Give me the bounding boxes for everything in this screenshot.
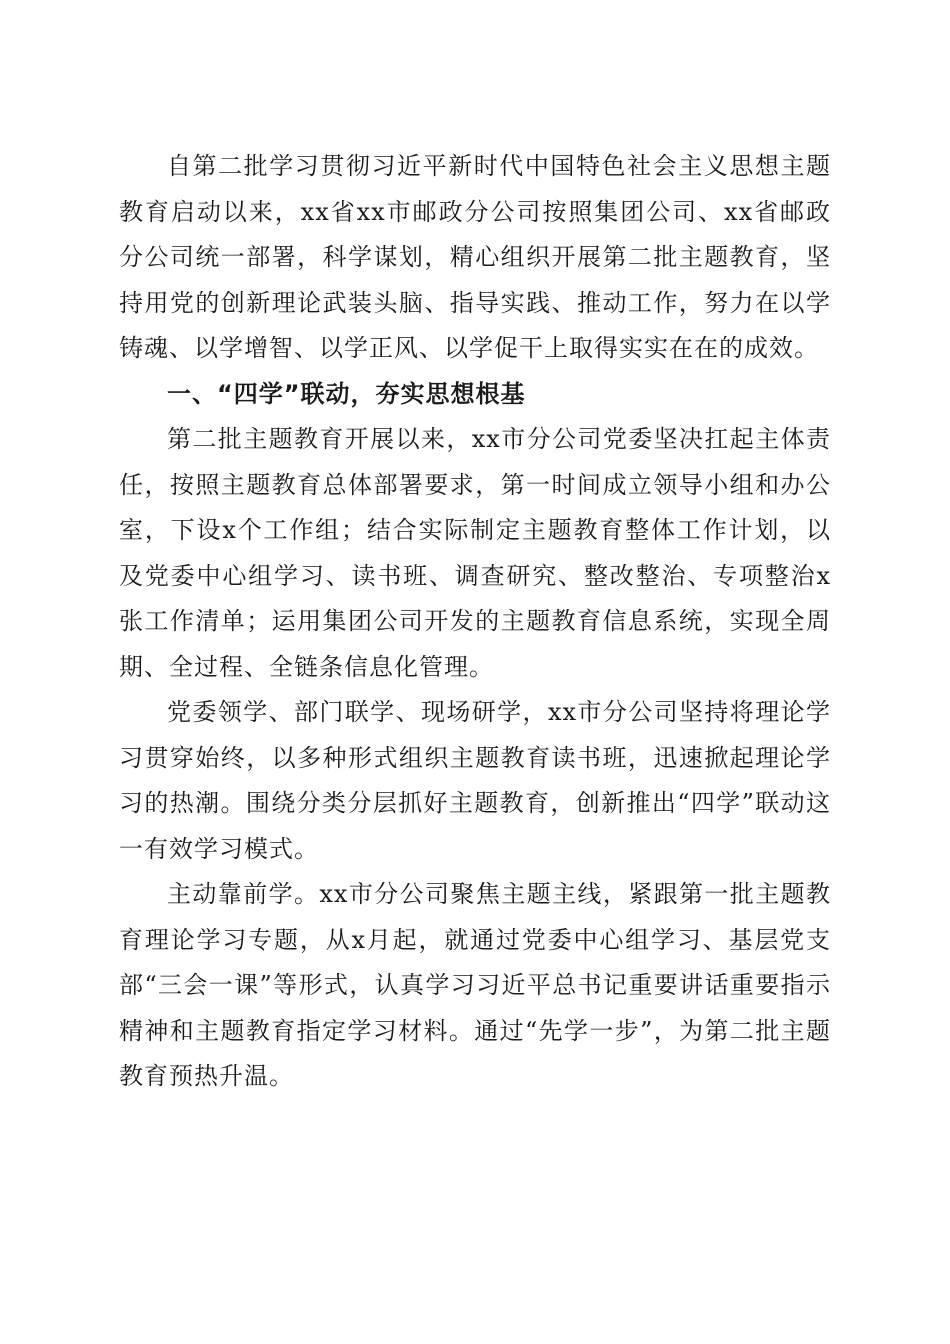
- intro-paragraph: 自第二批学习贯彻习近平新时代中国特色社会主义思想主题教育启动以来，xx省xx市邮政分公司按照集团公司、xx省邮政分公司统一部署，科学谋划，精心组织开展第二批主题教育，坚持用党的创新理论武装头脑、指导实践、推动工作，努力在以学铸魂、以学增智、以学正风、以学促干上取得实实在在的成效。: [119, 152, 831, 362]
- section-heading-1: 一、“四学”联动，夯实思想根基: [167, 379, 526, 408]
- body-paragraph-2: 党委领学、部门联学、现场研学，xx市分公司坚持将理论学习贯穿始终，以多种形式组织主题教育读书班，迅速掀起理论学习的热潮。围绕分类分层抓好主题教育，创新推出“四学”联动这一有效学习模式。: [119, 698, 831, 863]
- body-paragraph-3: 主动靠前学。xx市分公司聚焦主题主线，紧跟第一批主题教育理论学习专题，从x月起，就通过党委中心组学习、基层党支部“三会一课”等形式，认真学习习近平总书记重要讲话重要指示精神和主题教育指定学习材料。通过“先学一步”，为第二批主题教育预热升温。: [119, 880, 831, 1090]
- document-body: [119, 144, 831, 1100]
- body-paragraph-1: 第二批主题教育开展以来，xx市分公司党委坚决扛起主体责任，按照主题教育总体部署要求，第一时间成立领导小组和办公室，下设x个工作组；结合实际制定主题教育整体工作计划，以及党委中心组学习、读书班、调查研究、整改整治、专项整治x张工作清单；运用集团公司开发的主题教育信息系统，实现全周期、全过程、全链条信息化管理。: [119, 425, 831, 681]
